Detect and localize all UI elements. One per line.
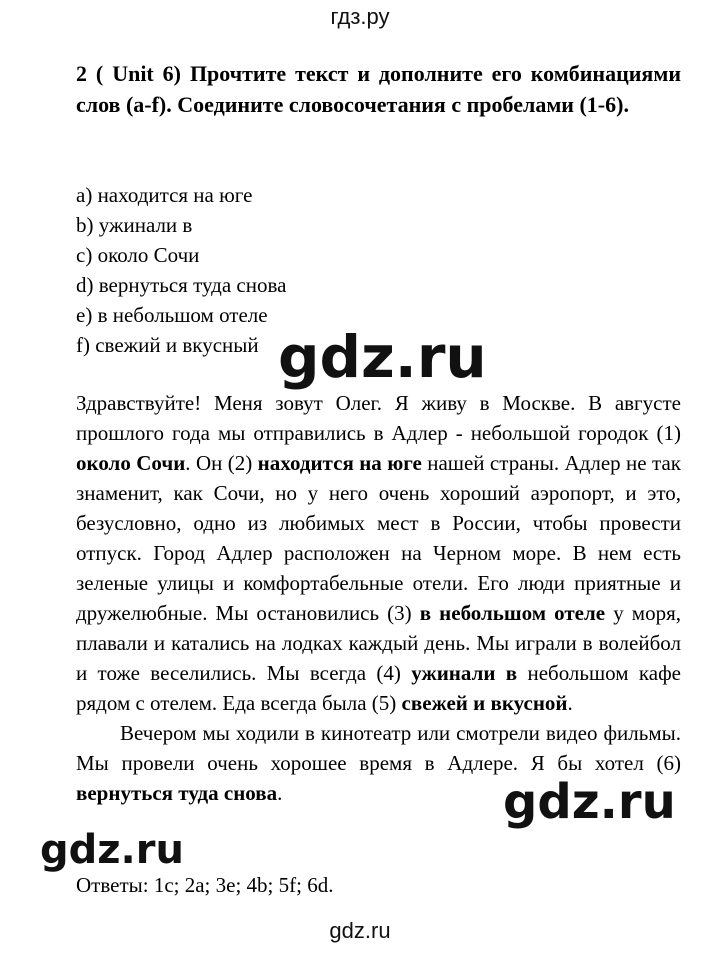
option-f: f) свежий и вкусный (76, 333, 259, 357)
text-segment: Здравствуйте! Меня зовут Олег. Я живу в Москве. В августе прошлого года мы отправились в Адлер - небольшой городок (1) (76, 391, 681, 445)
watermark: gdz.ru (40, 827, 184, 873)
task-heading: 2 ( Unit 6) Прочтите текст и дополните его комбинациями слов (a-f). Соедините словосочетания с пробелами (1-6). (76, 61, 681, 117)
filled-gap-2: находится на юге (257, 451, 422, 475)
word-options-list (76, 180, 286, 360)
option-a: a) находится на юге (76, 183, 253, 207)
text-segment: у моря, плавали и катались на лодках каждый день. Мы играли в волейбол и тоже веселились. Мы всегда (4) (76, 601, 681, 685)
answers-line: Ответы: 1c; 2a; 3e; 4b; 5f; 6d. (76, 873, 334, 897)
text-segment: . (277, 781, 283, 805)
filled-gap-3: в небольшом отеле (419, 601, 606, 625)
site-header: гдз.ру (330, 4, 390, 29)
option-c: c) около Сочи (76, 243, 200, 267)
watermark: gdz.ru (503, 774, 676, 830)
option-e: e) в небольшом отеле (76, 303, 268, 327)
option-b: b) ужинали в (76, 213, 193, 237)
filled-gap-6: вернуться туда снова (76, 781, 278, 805)
reading-text (76, 388, 681, 808)
watermark: gdz.ru (278, 323, 487, 391)
paragraph-1 (76, 388, 681, 718)
text-segment: нашей страны. Адлер не так знаменит, как Сочи, но у него очень хороший аэропорт, и это, безусловно, одно из любимых мест в России, чтобы провести отпуск. Город Адлер расположен на Черном море. В нем есть зеленые улицы и комфортабельные отели. Его люди приятные и дружелюбные. Мы остановились (3) (76, 451, 681, 625)
text-segment: Вечером мы ходили в кинотеатр или смотрели видео фильмы. Мы провели очень хорошее время в Адлере. Я бы хотел (6) (76, 721, 681, 775)
text-segment: небольшом кафе рядом с отелем. Еда всегда была (5) (76, 661, 681, 715)
filled-gap-4: ужинали в (411, 661, 518, 685)
text-segment: . (567, 691, 573, 715)
filled-gap-5: свежей и вкусной (401, 691, 568, 715)
option-d: d) вернуться туда снова (76, 273, 287, 297)
filled-gap-1: около Сочи (76, 451, 186, 475)
site-footer: gdz.ru (329, 918, 391, 943)
text-segment: . Он (2) (185, 451, 258, 475)
